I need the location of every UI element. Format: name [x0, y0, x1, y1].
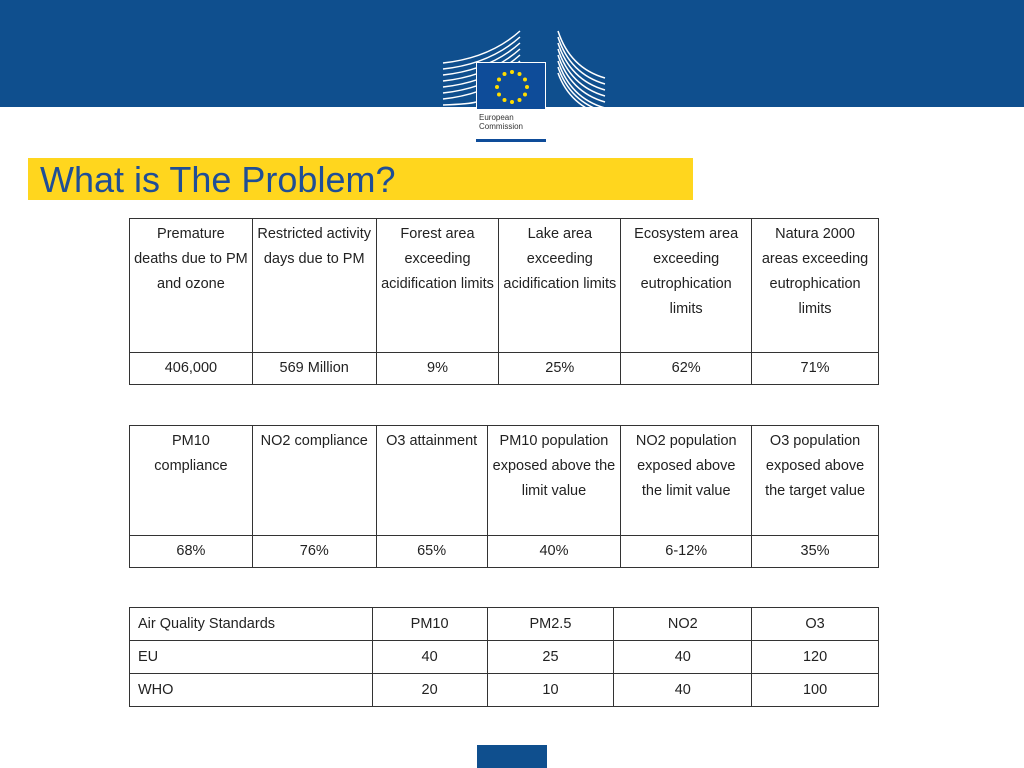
- eu-flag-icon: [476, 62, 546, 110]
- star-icon: [497, 78, 501, 82]
- page-title: What is The Problem?: [40, 159, 396, 200]
- value-cell: 68%: [130, 536, 253, 568]
- row-label: WHO: [130, 674, 373, 707]
- value-cell: 25%: [499, 353, 621, 385]
- header-cell: PM2.5: [487, 608, 614, 641]
- header-cell: Premature deaths due to PM and ozone: [130, 219, 253, 353]
- row-label: EU: [130, 641, 373, 674]
- value-cell: 40: [614, 641, 752, 674]
- logo-line2: Commission: [479, 122, 524, 131]
- value-cell: 40: [372, 641, 487, 674]
- star-icon: [503, 98, 507, 102]
- logo-text: [476, 110, 546, 142]
- footer-tab: [477, 745, 547, 768]
- star-icon: [503, 72, 507, 76]
- star-icon: [518, 72, 522, 76]
- value-cell: 9%: [376, 353, 499, 385]
- value-cell: 20: [372, 674, 487, 707]
- value-cell: 569 Million: [252, 353, 376, 385]
- header-cell: Ecosystem area exceeding eutrophication limits: [621, 219, 752, 353]
- value-cell: 6-12%: [621, 536, 752, 568]
- value-cell: 100: [752, 674, 879, 707]
- header-cell: Restricted activity days due to PM: [252, 219, 376, 353]
- header-cell: O3 population exposed above the target value: [752, 426, 879, 536]
- star-icon: [523, 93, 527, 97]
- star-icon: [523, 78, 527, 82]
- header-cell: NO2 population exposed above the limit value: [621, 426, 752, 536]
- logo-line1: European: [479, 113, 514, 122]
- impact-table: [129, 218, 879, 385]
- header-cell: O3 attainment: [376, 426, 487, 536]
- star-icon: [510, 100, 514, 104]
- table-row: [130, 674, 879, 707]
- header-cell: NO2 compliance: [252, 426, 376, 536]
- value-cell: 406,000: [130, 353, 253, 385]
- header-cell: O3: [752, 608, 879, 641]
- header-cell: Forest area exceeding acidification limits: [376, 219, 499, 353]
- value-cell: 76%: [252, 536, 376, 568]
- value-cell: 35%: [752, 536, 879, 568]
- star-icon: [518, 98, 522, 102]
- compliance-table: [129, 425, 879, 568]
- value-cell: 10: [487, 674, 614, 707]
- value-cell: 40: [614, 674, 752, 707]
- header-cell: PM10 compliance: [130, 426, 253, 536]
- value-cell: 25: [487, 641, 614, 674]
- value-cell: 40%: [487, 536, 621, 568]
- header-cell: PM10 population exposed above the limit value: [487, 426, 621, 536]
- header-cell: PM10: [372, 608, 487, 641]
- star-icon: [525, 85, 529, 89]
- header-cell: Lake area exceeding acidification limits: [499, 219, 621, 353]
- value-cell: 71%: [752, 353, 879, 385]
- star-icon: [510, 70, 514, 74]
- standards-table: [129, 607, 879, 707]
- header-cell: Air Quality Standards: [130, 608, 373, 641]
- value-cell: 62%: [621, 353, 752, 385]
- table-row: [130, 641, 879, 674]
- star-icon: [497, 93, 501, 97]
- header-cell: NO2: [614, 608, 752, 641]
- value-cell: 120: [752, 641, 879, 674]
- header-cell: Natura 2000 areas exceeding eutrophication limits: [752, 219, 879, 353]
- value-cell: 65%: [376, 536, 487, 568]
- star-icon: [495, 85, 499, 89]
